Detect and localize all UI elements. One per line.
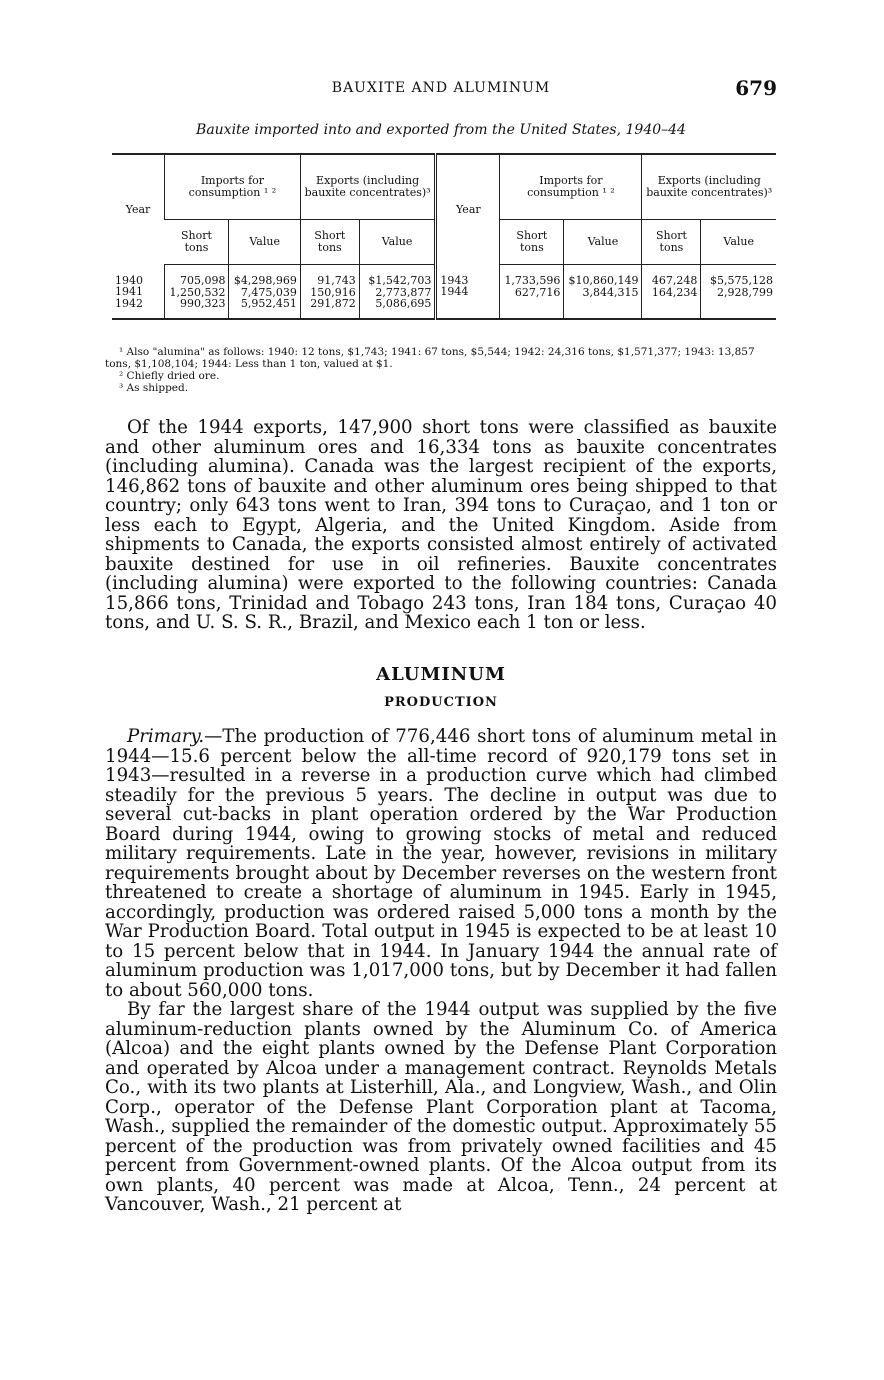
exports-value-cell bbox=[359, 265, 436, 319]
year-value: 1941 bbox=[115, 285, 143, 299]
imports-value-cell bbox=[564, 265, 642, 319]
exports-value: $1,542,703 bbox=[368, 274, 432, 287]
imports-tons-value: 627,716 bbox=[514, 285, 561, 299]
header-value: Value bbox=[229, 220, 300, 265]
year-value: 1942 bbox=[115, 296, 143, 310]
footnote: ³ As shipped. bbox=[119, 382, 189, 394]
bauxite-trade-table bbox=[112, 153, 776, 320]
exports-tons-value: 164,234 bbox=[651, 285, 698, 299]
imports-tons-cell bbox=[165, 265, 229, 319]
header-year-right: Year bbox=[436, 154, 500, 265]
imports-tons-value: 990,323 bbox=[179, 297, 226, 311]
imports-value: 5,952,451 bbox=[240, 297, 297, 311]
imports-value: 7,475,039 bbox=[240, 285, 297, 299]
exports-paragraph-block bbox=[105, 418, 777, 633]
year-value: 1943 bbox=[440, 273, 469, 287]
year-value: 1940 bbox=[115, 273, 143, 287]
header-exports-left: Exports (including bauxite concentrates)³ bbox=[300, 154, 435, 220]
production-text-block bbox=[105, 727, 777, 1215]
imports-value-cell bbox=[229, 265, 300, 319]
imports-tons-value: 705,098 bbox=[179, 274, 226, 287]
header-imports-left: Imports for consumption ¹ ² bbox=[165, 154, 301, 220]
exports-value: 2,928,799 bbox=[717, 285, 773, 299]
exports-tons-cell bbox=[300, 265, 359, 319]
primary-paragraph-text: —The production of 776,446 short tons of aluminum metal in 1944—15.6 percent below the all-time record of 920,179 tons set in 1943—resulted in a reverse in a production curve which had climbed steadily for the previous 5 years. The decline in output was due to several cut-backs in plant operation ordered by the War Production Board during 1944, owing to growing stocks of metal and reduced military requirements. Late in the year, however, revisions in military requirements brought about by December reverses on the western front threatened to create a shortage of aluminum in 1945. Early in 1945, accordingly, production was ordered raised 5,000 tons a month by the War Production Board. Total output in 1945 is expected to be at least 10 to 15 percent below that in 1944. In January 1944 the annual rate of aluminum production was 1,017,000 tons, but by December it had fallen to about 560,000 tons. bbox=[105, 726, 777, 1001]
exports-tons-value: 467,248 bbox=[651, 274, 698, 287]
imports-tons-value: 1,250,532 bbox=[169, 285, 226, 299]
exports-tons-cell bbox=[642, 265, 701, 319]
exports-value-cell bbox=[701, 265, 776, 319]
exports-paragraph: Of the 1944 exports, 147,900 short tons were classified as bauxite and other aluminum ores and 16,334 tons as bauxite concentrates (including alumina). Canada was the largest recipient of the exports, 146,862 tons of bauxite and other aluminum ores being shipped to that country; only 643 tons went to Iran, 394 tons to Curaçao, and 1 ton or less each to Egypt, Algeria, and the United Kingdom. Aside from shipments to Canada, the exports consisted almost entirely of activated bauxite destined for use in oil refineries. Bauxite concentrates (including alumina) were exported to the following countries: Canada 15,866 tons, Trinidad and Tobago 243 tons, Iran 184 tons, Curaçao 40 tons, and U. S. S. R., Brazil, and Mexico each 1 ton or less. bbox=[105, 417, 777, 633]
section-heading: ALUMINUM bbox=[376, 664, 506, 685]
year-cell bbox=[436, 265, 500, 319]
exports-tons-value: 91,743 bbox=[317, 274, 356, 287]
table-title: Bauxite imported into and exported from the United States, 1940–44 bbox=[196, 122, 686, 138]
exports-tons-value: 291,872 bbox=[310, 297, 356, 311]
page-header bbox=[105, 76, 777, 100]
alcoa-paragraph: By far the largest share of the 1944 output was supplied by the five aluminum-reduction plants owned by the Aluminum Co. of America (Alcoa) and the eight plants owned by the Defense Plant Corporation and operated by Alcoa under a management contract. Reynolds Metals Co., with its two plants at Listerhill, Ala., and Longview, Wash., and Olin Corp., operator of the Defense Plant Corporation plant at Tacoma, Wash., supplied the remainder of the domestic output. Approximately 55 percent of the production was from privately owned facilities and 45 percent from Government-owned plants. Of the Alcoa output from its own plants, 40 percent was made at Alcoa, Tenn., 24 percent at Vancouver, Wash., 21 percent at bbox=[105, 999, 777, 1215]
header-value: Value bbox=[564, 220, 642, 265]
header-short-tons: Short tons bbox=[165, 220, 229, 265]
exports-value: 5,086,695 bbox=[375, 297, 432, 311]
table-row bbox=[112, 265, 776, 319]
header-short-tons: Short tons bbox=[300, 220, 359, 265]
imports-tons-value: 1,733,596 bbox=[504, 274, 561, 287]
year-value: 1944 bbox=[440, 285, 469, 299]
header-short-tons: Short tons bbox=[500, 220, 564, 265]
running-title: BAUXITE AND ALUMINUM bbox=[331, 80, 551, 96]
table-footnotes bbox=[105, 346, 777, 394]
header-short-tons: Short tons bbox=[642, 220, 701, 265]
footnote: ¹ Also "alumina" as follows: 1940: 12 tons, $1,743; 1941: 67 tons, $5,544; 1942: 24,316 tons, $1,571,377; 1943: 13,857 tons, $1,108,104; 1944: Less than 1 ton, valued at $1. bbox=[105, 346, 755, 370]
imports-value: $10,860,149 bbox=[568, 274, 639, 287]
primary-paragraph bbox=[105, 727, 777, 1000]
header-imports-right: Imports for consumption ¹ ² bbox=[500, 154, 642, 220]
header-value: Value bbox=[359, 220, 436, 265]
header-exports-right: Exports (including bauxite concentrates)³ bbox=[642, 154, 776, 220]
exports-value: $5,575,128 bbox=[710, 274, 773, 287]
footnote: ² Chiefly dried ore. bbox=[119, 370, 220, 382]
exports-tons-value: 150,916 bbox=[310, 285, 356, 299]
imports-tons-cell bbox=[500, 265, 564, 319]
year-cell bbox=[112, 265, 165, 319]
header-year-left: Year bbox=[112, 154, 165, 265]
imports-value: 3,844,315 bbox=[582, 285, 639, 299]
page-number: 679 bbox=[735, 76, 777, 100]
header-value: Value bbox=[701, 220, 776, 265]
exports-value: 2,773,877 bbox=[375, 285, 432, 299]
primary-lead: Primary. bbox=[127, 726, 205, 747]
imports-value: $4,298,969 bbox=[233, 274, 297, 287]
subsection-heading: PRODUCTION bbox=[384, 695, 498, 710]
